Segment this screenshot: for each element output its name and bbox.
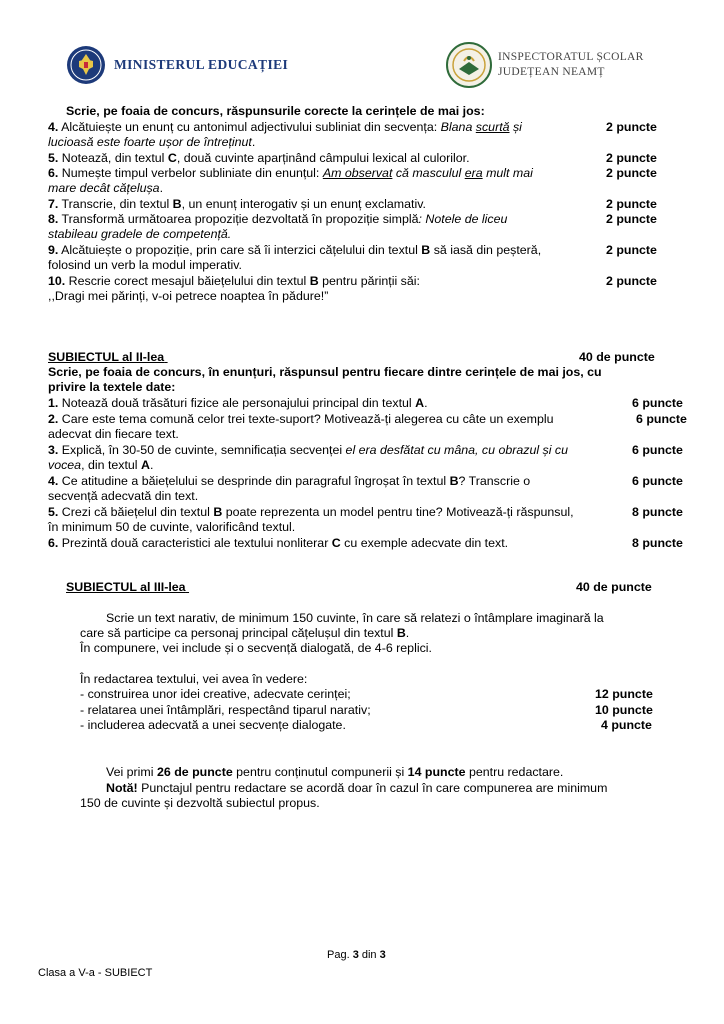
item5-line1 [48,151,470,166]
s2-item4-ref: B [449,474,459,488]
item9-text-a: Alcătuiește o propoziție, prin care să îi interzici cățelului din textul [58,243,422,257]
s3-criterion-3: - includerea adecvată a unei secvențe dialogate. [80,718,346,732]
s2-item2-num: 2. [48,412,59,426]
s2-item2-line2: adecvat din fiecare text. [48,427,179,441]
s2-item2-line1 [48,412,554,427]
s2-item5-num: 5. [48,505,59,519]
page-number [327,948,386,963]
s3-p1-end: . [405,626,410,640]
item9-points: 2 puncte [606,243,657,257]
s3-criterion-1: - construirea unor idei creative, adecvate cerinței; [80,687,351,701]
s3-p1-ref: B [396,626,406,640]
s3-score-a: Vei primi [106,765,157,779]
item6-underlined-b: era [464,166,483,180]
s3-score [106,765,563,780]
inspectorate-name [498,50,644,80]
s3-criteria-intro: În redactarea textului, vei avea în vedere: [80,672,308,686]
s2-item1-line1 [48,396,428,411]
s2-item3-quote-end: vocea [48,458,82,472]
s2-item3-points: 6 puncte [632,443,683,457]
s3-p1-line1: Scrie un text narativ, de minimum 150 cuvinte, în care să relatezi o întâmplare imaginară la [106,611,604,625]
item7-num: 7. [48,197,59,211]
page-total: 3 [379,949,386,961]
item6-end: . [159,181,164,195]
s2-item3-text: Explică, în 30-50 de cuvinte, semnificația secvenței [58,443,346,457]
item5-num: 5. [48,151,59,165]
s2-item6-line1 [48,536,508,551]
page-current: 3 [352,949,359,961]
s2-item1-points: 6 puncte [632,396,683,410]
item8-text: Transformă următoarea propoziție dezvoltată în propoziție simplă [58,212,419,226]
item7-text-a: Transcrie, din textul [58,197,173,211]
subject2-instruction-2: privire la textele date: [48,380,176,394]
item4-line2 [48,135,255,150]
part1-instruction: Scrie, pe foaia de concurs, răspunsurile corecte la cerințele de mai jos: [66,104,485,118]
s2-item4-line2: secvență adecvată din text. [48,489,199,503]
s2-item5-text-b: poate reprezenta un model pentru tine? Motivează-ți răspunsul, [222,505,574,519]
item7-text-b: , un enunț interogativ și un enunț exclamativ. [181,197,426,211]
s2-item4-text-b: ? Transcrie o [458,474,531,488]
ministry-name: MINISTERUL EDUCAȚIEI [114,57,289,73]
item6-quote-a: că masculul [392,166,465,180]
item4-line1 [48,120,522,135]
s2-item5-points: 8 puncte [632,505,683,519]
inspectorate-line2: JUDEȚEAN NEAMȚ [498,66,605,78]
s3-criterion-2: - relatarea unei întâmplări, respectând tiparul narativ; [80,703,371,717]
item8-num: 8. [48,212,59,226]
s2-item2-text: Care este tema comună celor trei texte-suport? Motivează-ți alegerea cu câte un exemplu [58,412,554,426]
s3-p2: În compunere, vei include și o secvență dialogată, de 4-6 replici. [80,641,432,655]
item6-line1 [48,166,533,181]
item4-quote-a: Blana [440,120,476,134]
s2-item3-num: 3. [48,443,59,457]
item8-quote-a: : Notele de liceu [418,212,508,226]
s2-item1-ref: A [415,396,425,410]
item6-quote-b: mult mai [482,166,533,180]
s3-p1-line2 [80,626,409,641]
item10-line2: ,,Dragi mei părinți, v-oi petrece noaptea în pădure!” [48,289,329,303]
page-prefix: Pag. [327,949,353,961]
s3-score-c: pentru conținutul compunerii și [232,765,408,779]
s3-note-label: Notă! [106,781,138,795]
s3-note-text: Punctajul pentru redactare se acordă doar în cazul în care compunerea are minimum [137,781,608,795]
s2-item5-ref: B [213,505,223,519]
item5-text-a: Notează, din textul [58,151,168,165]
s2-item4-points: 6 puncte [632,474,683,488]
s2-item5-line1 [48,505,574,520]
s3-criterion-1-points: 12 puncte [595,687,653,701]
class-label: Clasa a V-a - SUBIECT [38,967,153,979]
item6-text: Numește timpul verbelor subliniate din enunțul: [58,166,323,180]
subject2-header [48,350,684,365]
s3-p1-text: care să participe ca personaj principal cățelușul din textul [80,626,397,640]
item6-underlined-a: Am observat [322,166,393,180]
item10-line1 [48,274,420,289]
item6-points: 2 puncte [606,166,657,180]
inspectorate-line1: INSPECTORATUL ȘCOLAR [498,51,644,63]
item9-line2: folosind un verb la modul imperativ. [48,258,242,272]
item4-num: 4. [48,120,59,134]
item4-points: 2 puncte [606,120,657,134]
item7-line1 [48,197,426,212]
subject2-title: SUBIECTUL al II-lea [48,350,165,364]
item5-text-ref: C [167,151,177,165]
s2-item6-text-a: Prezintă două caracteristici ale textului nonliterar [58,536,332,550]
item10-num: 10. [48,274,66,288]
item9-line1 [48,243,541,258]
page-mid: din [358,949,380,961]
s2-item1-text-a: Notează două trăsături fizice ale personajului principal din textul [58,396,416,410]
s3-note-line1 [106,781,607,796]
item8-line2: stabileau gradele de competență. [48,227,232,241]
subject3-points: 40 de puncte [576,580,652,594]
s3-note-line2: 150 de cuvinte și dezvoltă subiectul propus. [80,796,320,810]
s2-item3-text-b: , din textul [81,458,141,472]
item7-text-ref: B [172,197,182,211]
item8-points: 2 puncte [606,212,657,226]
item10-text-ref: B [309,274,319,288]
s2-item3-quote: el era desfătat cu mâna, cu obrazul și cu [345,443,569,457]
item6-quote-c: mare decât cățelușa [48,181,160,195]
s2-item3-line2 [48,458,153,473]
s2-item5-text-a: Crezi că băiețelul din textul [58,505,214,519]
item6-num: 6. [48,166,59,180]
s2-item1-text-b: . [424,396,428,410]
s2-item3-line1 [48,443,568,458]
item4-quote-c: lucioasă este foarte ușor de întreținut [48,135,252,149]
s3-criterion-2-points: 10 puncte [595,703,653,717]
s2-item4-num: 4. [48,474,59,488]
s2-item5-line2: în minimum 50 de cuvinte, valorificând textul. [48,520,296,534]
s2-item6-text-b: cu exemple adecvate din text. [340,536,509,550]
item10-text-b: pentru părinții săi: [318,274,420,288]
ministry-header [66,44,288,86]
item6-line2 [48,181,163,196]
s2-item6-ref: C [331,536,341,550]
subject3-title: SUBIECTUL al III-lea [66,580,186,594]
item4-underlined: scurtă [475,120,510,134]
item4-end: . [251,135,256,149]
item5-text-b: , două cuvinte aparținând câmpului lexical al culorilor. [176,151,470,165]
s2-item2-points: 6 puncte [636,412,687,426]
s2-item6-num: 6. [48,536,59,550]
s2-item1-num: 1. [48,396,59,410]
subject2-points: 40 de puncte [579,350,655,364]
item10-points: 2 puncte [606,274,657,288]
item8-line1 [48,212,507,227]
inspectorate-header [446,40,644,90]
item5-points: 2 puncte [606,151,657,165]
s2-item4-line1 [48,474,530,489]
s2-item3-end: . [149,458,154,472]
s2-item6-points: 8 puncte [632,536,683,550]
item4-text: Alcătuiește un enunț cu antonimul adjectivului subliniat din secvența: [58,120,441,134]
subject2-instruction-1: Scrie, pe foaia de concurs, în enunțuri, răspunsul pentru fiecare dintre cerințele de mai jos, cu [48,365,602,379]
s3-score-editing: 14 puncte [407,765,466,779]
item9-text-ref: B [421,243,431,257]
s3-score-e: pentru redactare. [465,765,564,779]
s2-item4-text-a: Ce atitudine a băiețelului se desprinde din paragraful îngroșat în textul [58,474,450,488]
item10-text-a: Rescrie corect mesajul băiețelului din textul [65,274,310,288]
item9-num: 9. [48,243,59,257]
s3-score-content: 26 de puncte [156,765,233,779]
inspectorate-seal-icon [446,42,492,88]
subject3-header [66,580,658,595]
ministry-crest-icon [66,45,106,85]
s3-criterion-3-points: 4 puncte [601,718,652,732]
s2-item3-ref: A [141,458,150,472]
item7-points: 2 puncte [606,197,657,211]
item9-text-b: să iasă din peșteră, [430,243,542,257]
item4-quote-b: și [509,120,522,134]
